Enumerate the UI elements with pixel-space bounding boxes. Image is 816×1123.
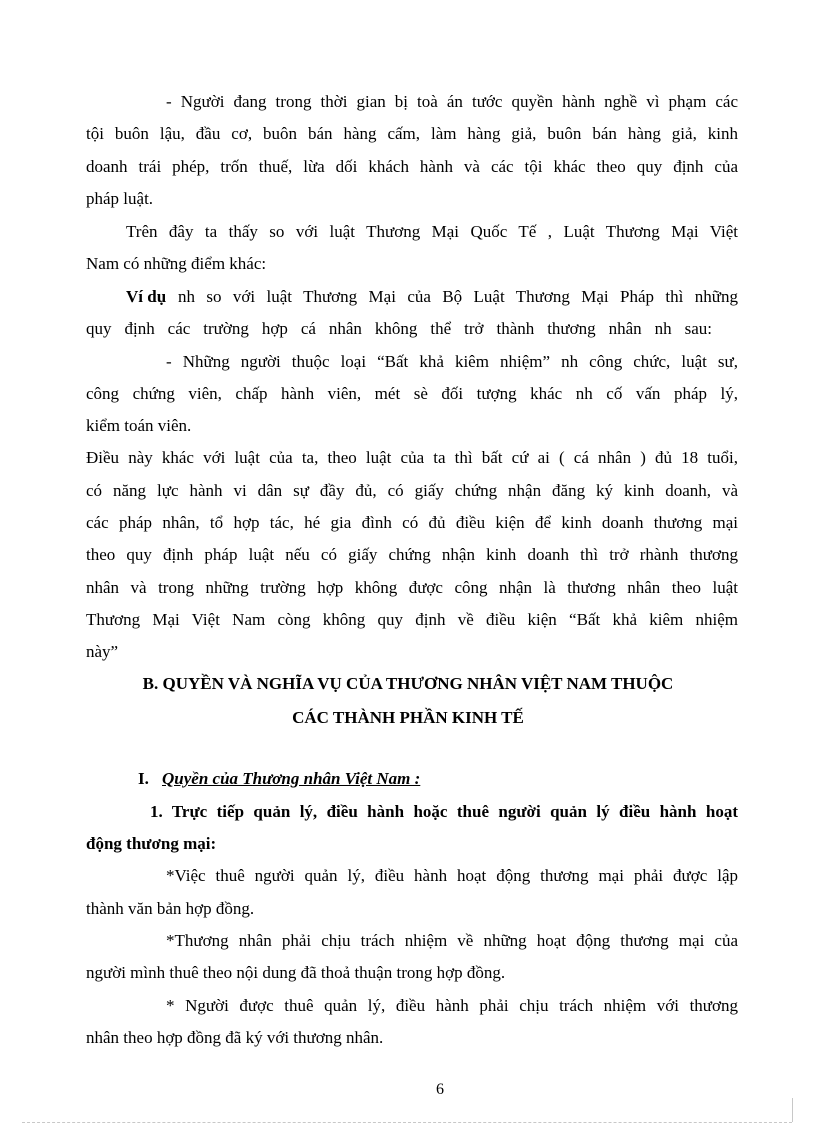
paragraph-line: nh so với luật Thương Mại của Bộ Luật Thương Mại Pháp thì những (178, 287, 738, 306)
paragraph-line: kiểm toán viên. (86, 416, 192, 435)
example-label: Ví dụ (126, 287, 167, 306)
paragraph-line: công chứng viên, chấp hành viên, mét sè đối tượng khác nh cố vấn pháp lý, (86, 384, 738, 403)
paragraph-line: nhân theo hợp đồng đã ký với thương nhân. (86, 1028, 384, 1047)
section-heading-b-line1: B. QUYỀN VÀ NGHĨA VỤ CỦA THƯƠNG NHÂN VIỆT NAM THUỘC (142, 674, 674, 693)
paragraph-line: người mình thuê theo nội dung đã thoả thuận trong hợp đồng. (86, 963, 506, 982)
paragraph-line: thành văn bản hợp đồng. (86, 899, 255, 918)
paragraph-line: Trên đây ta thấy so với luật Thương Mại Quốc Tế , Luật Thương Mại Việt (126, 222, 738, 241)
paragraph-line: - Người đang trong thời gian bị toà án tước quyền hành nghề vì phạm các (166, 92, 738, 111)
paragraph-line: nhân và trong những trường hợp không được công nhận là thương nhân theo luật (86, 578, 738, 597)
section-heading-b-line2: CÁC THÀNH PHẦN KINH TẾ (292, 708, 524, 727)
paragraph-line: các pháp nhân, tổ hợp tác, hé gia đình có đủ điều kiện để kinh doanh thương mại (86, 513, 738, 532)
paragraph-line: *Thương nhân phải chịu trách nhiệm về những hoạt động thương mại của (166, 931, 738, 950)
subsection-1-title-cont: động thương mại: (86, 834, 217, 853)
page-number: 6 (436, 1081, 444, 1098)
subsection-1-title: 1. Trực tiếp quản lý, điều hành hoặc thuê người quản lý điều hành hoạt (150, 802, 738, 821)
paragraph-line: có năng lực hành vi dân sự đầy đủ, có giấy chứng nhận đăng ký kinh doanh, và (86, 481, 738, 500)
paragraph-line: theo quy định pháp luật nếu có giấy chứng nhận kinh doanh thì trở rhành thương (86, 545, 738, 564)
paragraph-line: tội buôn lậu, đầu cơ, buôn bán hàng cấm, làm hàng giả, buôn bán hàng giả, kinh (86, 124, 738, 143)
paragraph-line: pháp luật. (86, 189, 154, 208)
paragraph-line: - Những người thuộc loại “Bất khả kiêm nhiệm” nh công chức, luật sư, (166, 352, 738, 371)
paragraph-line: *Việc thuê người quản lý, điều hành hoạt động thương mại phải được lập (166, 866, 738, 885)
paragraph-line: Thương Mại Việt Nam còng không quy định về điều kiện “Bất khả kiêm nhiệm (86, 610, 738, 629)
paragraph-line: doanh trái phép, trốn thuế, lừa dối khách hành và các tội khác theo quy định của (86, 157, 738, 176)
paragraph-line: * Người được thuê quản lý, điều hành phải chịu trách nhiệm với thương (166, 996, 738, 1015)
paragraph-line: quy định các trường hợp cá nhân không thể trở thành thương nhân nh sau: (86, 319, 712, 338)
paragraph-line: Nam có những điểm khác: (86, 254, 267, 273)
paragraph-line: Điều này khác với luật của ta, theo luật của ta thì bất cứ ai ( cá nhân ) đủ 18 tuổi, (86, 448, 738, 467)
paragraph-line: này” (86, 642, 119, 661)
section-i-number: I. (138, 769, 149, 788)
page-boundary-mark (792, 1098, 793, 1122)
section-i-title: Quyền của Thương nhân Việt Nam : (162, 769, 421, 788)
